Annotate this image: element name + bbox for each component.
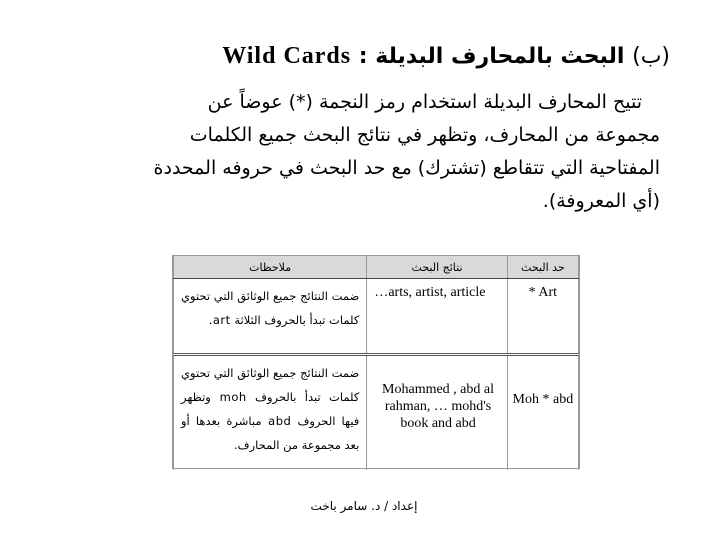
cell-search-term xyxy=(507,279,578,355)
results-text: …arts, artist, article xyxy=(374,285,486,300)
results-text: Mohammed , abd al rahman, … mohd's book and abd xyxy=(382,382,495,431)
notes-text: ضمت النتائج جميع الوثائق التي تحتوي كلمات تبدأ بالحروف moh وتظهر فيها الحروف abd مباشرة بعدها أو بعد مجموعة من المحارف. xyxy=(181,366,360,452)
paragraph-line-4: (أي المعروفة). xyxy=(542,190,660,212)
table-header-row xyxy=(174,256,579,279)
title-arabic: البحث بالمحارف البديلة : xyxy=(358,44,625,69)
notes-text: ضمت النتائج جميع الوثائق التي تحتوي كلمات تبدأ بالحروف الثلاثة art. xyxy=(181,289,360,327)
title-english: Wild Cards xyxy=(222,43,352,69)
table-row xyxy=(174,279,579,355)
cell-notes xyxy=(174,355,367,471)
table-row xyxy=(174,355,579,471)
header-results: نتائج البحث xyxy=(367,256,507,279)
cell-results xyxy=(367,279,507,355)
paragraph-line-2: مجموعة من المحارف، وتظهر في نتائج البحث جميع الكلمات xyxy=(189,124,660,146)
table xyxy=(173,256,579,470)
cell-search-term xyxy=(507,355,578,471)
cell-results xyxy=(367,355,507,471)
description-paragraph xyxy=(60,86,660,218)
search-term-text: Moh * abd xyxy=(512,392,574,407)
header-notes: ملاحظات xyxy=(174,256,367,279)
title-prefix: (ب) xyxy=(632,44,670,69)
cell-notes xyxy=(174,279,367,355)
slide-title xyxy=(150,36,670,76)
paragraph-line-1: تتيح المحارف البديلة استخدام رمز النجمة (*) عوضاً عن xyxy=(207,91,642,113)
footer-author: إعداد / د. سامر باخت xyxy=(310,499,418,513)
paragraph-line-3: المفتاحية التي تتقاطع (تشترك) مع حد البحث في حروفه المحددة xyxy=(153,157,660,179)
header-search-term: حد البحث xyxy=(507,256,578,279)
search-term-text: * Art xyxy=(528,285,558,300)
wildcard-table xyxy=(172,255,580,469)
